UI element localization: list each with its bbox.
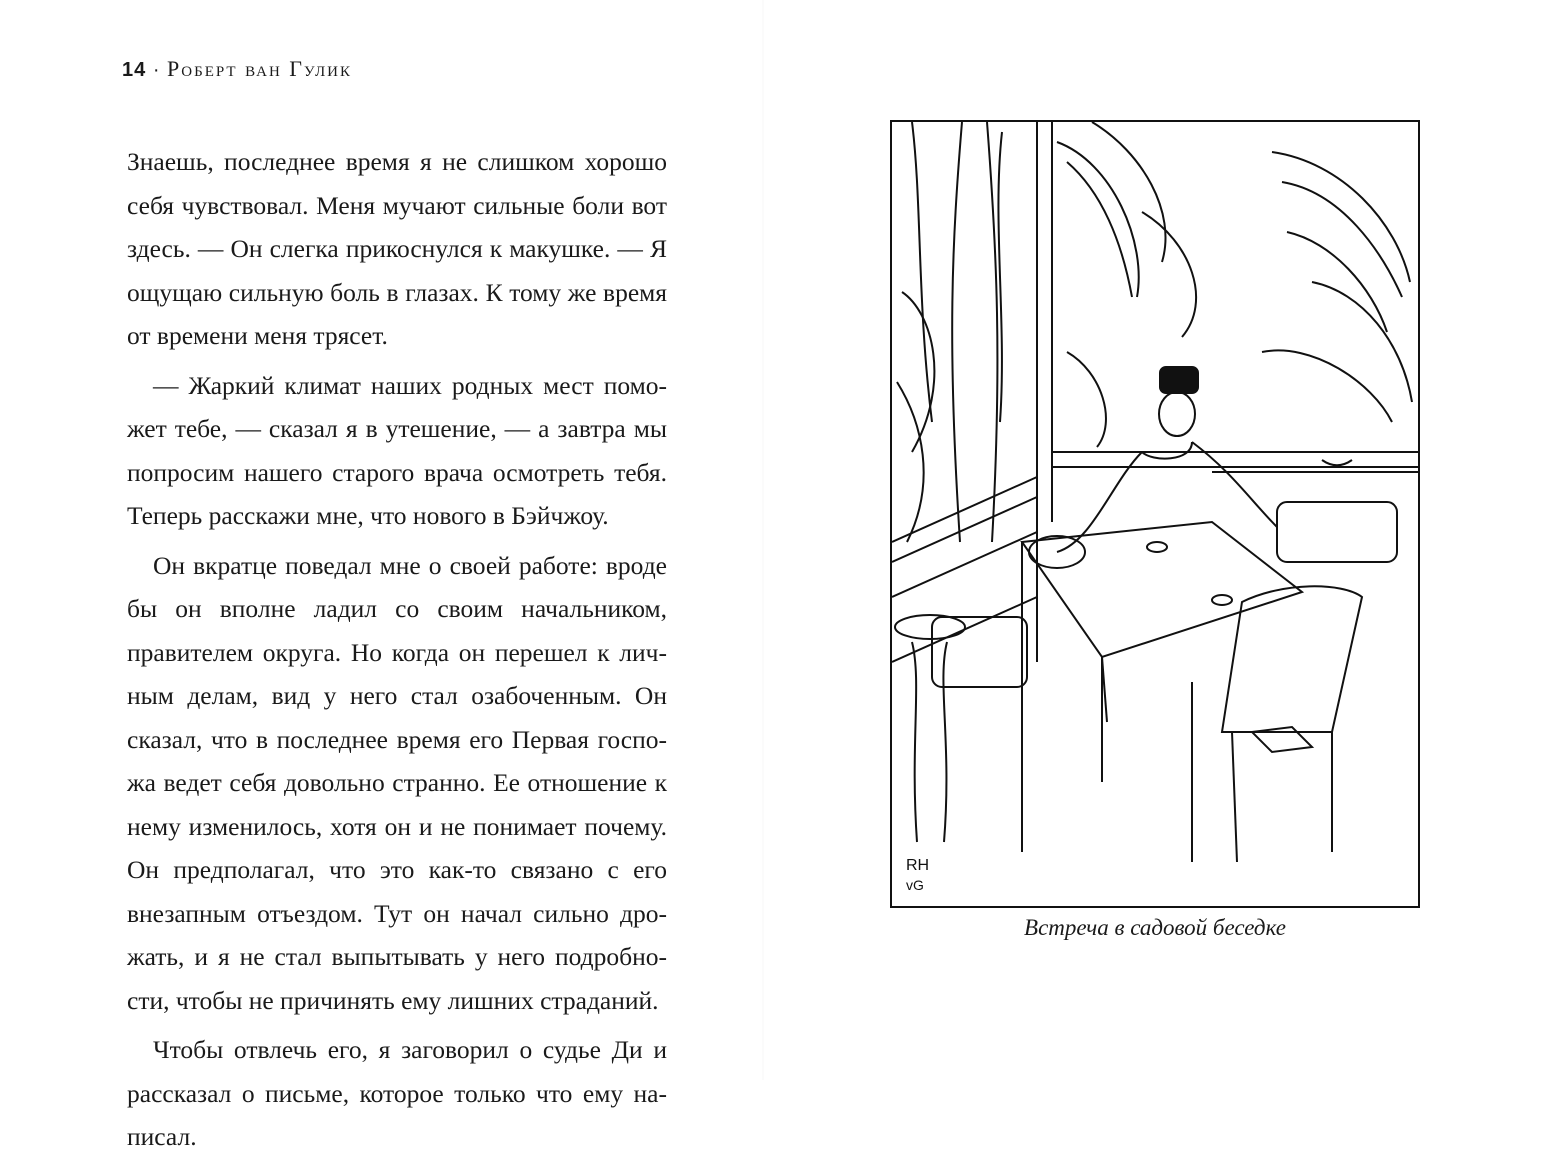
running-head (122, 56, 352, 82)
chair (1222, 586, 1362, 732)
body-text (127, 140, 667, 1159)
paragraph-2: — Жаркий климат наших родных мест поможет тебе, — сказал я в утешение, — а завтра мы попросим нашего старого врача осмотреть тебя. Теперь расскажи мне, что нового в Бэйчжоу. (127, 370, 667, 530)
author-name: Роберт ван Гулик (167, 56, 352, 81)
header-separator: · (152, 59, 161, 81)
side-stand (895, 615, 965, 639)
garden-pavilion-illustration (890, 120, 1420, 908)
book-spine-shadow (762, 0, 764, 1080)
paragraph-4: Чтобы отвлечь его, я заговорил о судье Ди и рассказал о письме, которое только что ему написал. (127, 1035, 667, 1151)
tree-trunk (952, 122, 962, 542)
railing-left (892, 477, 1037, 542)
figure-caption: Встреча в садовой беседке (1024, 915, 1286, 940)
illustration-drawing (892, 122, 1418, 906)
paragraph-1: Знаешь, последнее время я не слишком хорошо себя чувствовал. Меня мучают сильные боли вот здесь. — Он слегка прикоснулся к макушке. — Я ощущаю сильную боль в глазах. К тому же время от времени меня трясет. (127, 147, 667, 350)
paragraph-3: Он вкратце поведал мне о своей работе: вроде бы он вполне ладил со своим начальником, правителем округа. Но когда он перешел к личным делам, вид у него стал озабоченным. Он сказал, что в последнее время его Первая госпожа ведет себя довольно странно. Ее отношение к нему изменилось, хотя он и не понимает почему. Он предполагал, что это как-то связано с его внезапным отъездом. Тут он начал сильно дрожать, и я не стал выпытывать у него подробности, чтобы не причинять ему лишних страданий. (127, 550, 667, 1015)
page-number: 14 (122, 59, 147, 81)
scholar-head (1159, 392, 1195, 436)
tea-cup (1147, 542, 1167, 552)
scholar-hat (1160, 367, 1198, 393)
monogram-top: RH (906, 857, 930, 874)
monogram-bottom: vG (906, 877, 924, 893)
artist-monogram (906, 857, 929, 893)
